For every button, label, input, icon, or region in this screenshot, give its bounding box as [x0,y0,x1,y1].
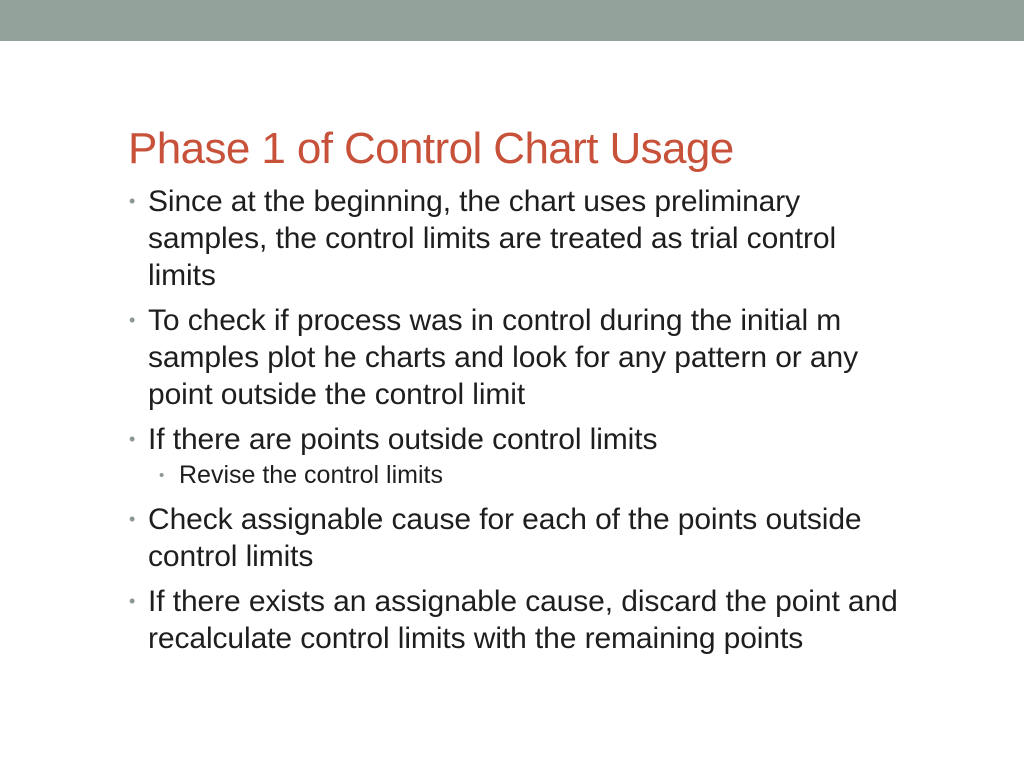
bullet-icon: • [129,310,136,330]
bullet-icon: • [129,191,136,211]
bullet-item [128,183,908,294]
sub-bullet-icon: • [159,467,165,484]
bullet-list [128,183,908,665]
sub-bullet-item [128,460,908,491]
bullet-text: If there are points outside control limits [148,423,658,456]
bullet-text: Since at the beginning, the chart uses preliminary samples, the control limits are treated as trial control limits [148,185,837,292]
bullet-item [128,302,908,413]
bullet-text: Check assignable cause for each of the points outside control limits [148,503,862,573]
bullet-text: If there exists an assignable cause, discard the point and recalculate control limits with the remaining points [148,585,898,655]
bullet-item [128,421,908,458]
sub-bullet-text: Revise the control limits [179,461,443,489]
bullet-text: To check if process was in control during the initial m samples plot he charts and look for any pattern or any point outside the control limit [148,304,859,411]
bullet-item [128,501,908,575]
slide-title: Phase 1 of Control Chart Usage [128,124,734,173]
top-accent-bar [0,0,1024,41]
bullet-icon: • [129,429,136,449]
bullet-icon: • [129,509,136,529]
bullet-icon: • [129,591,136,611]
bullet-item [128,583,908,657]
